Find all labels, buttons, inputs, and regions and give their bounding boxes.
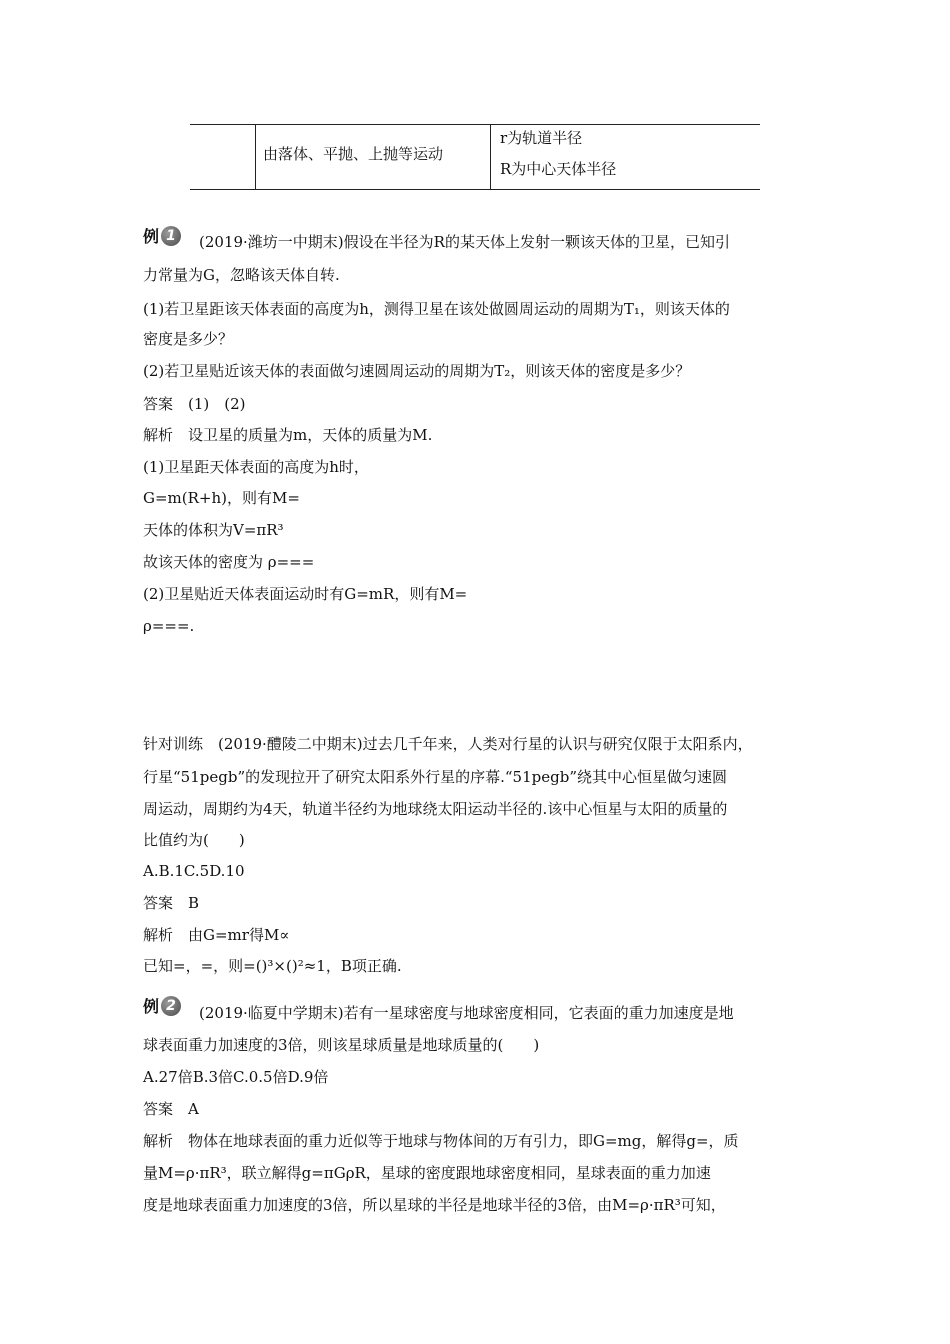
example-1-line-4: 密度是多少？ <box>143 330 234 348</box>
training-line-1: 针对训练 (2019·醴陵二中期末)过去几千年来，人类对行星的认识与研究仅限于太阳系内， <box>143 735 753 753</box>
training-line-3: 周运动，周期约为4天，轨道半径约为地球绕太阳运动半径的.该中心恒星与太阳的质量的 <box>143 800 728 818</box>
example-1-step-5: (2)卫星贴近天体表面运动时有G=mR，则有M= <box>143 585 468 603</box>
example-label: 例 <box>143 997 160 1016</box>
training-answer: 答案 B <box>143 894 200 912</box>
example-1-step-6: ρ===. <box>143 617 195 635</box>
example-1-step-2: G=m(R+h)，则有M= <box>143 489 300 507</box>
training-line-4: 比值约为( ) <box>143 831 245 849</box>
example-2-options: A.27倍B.3倍C.0.5倍D.9倍 <box>143 1068 329 1086</box>
example-1-heading <box>143 224 181 247</box>
training-line-2: 行星“51pegb”的发现拉开了研究太阳系外行星的序幕.“51pegb”绕其中心恒星做匀速圆 <box>143 768 727 786</box>
example-number-badge: 1 <box>161 226 181 246</box>
example-2-line-1: (2019·临夏中学期末)若有一星球密度与地球密度相同，它表面的重力加速度是地 <box>199 1004 734 1022</box>
training-options: A.B.1C.5D.10 <box>143 862 245 880</box>
example-2-analysis-1: 解析 物体在地球表面的重力近似等于地球与物体间的万有引力，即G=mg，解得g=，质 <box>143 1132 739 1150</box>
example-label: 例 <box>143 227 160 246</box>
example-2-line-2: 球表面重力加速度的3倍，则该星球质量是地球质量的( ) <box>143 1036 540 1054</box>
example-1-step-1: (1)卫星距天体表面的高度为h时， <box>143 458 369 476</box>
table-cell-note-2: R为中心天体半径 <box>500 160 617 178</box>
example-number-badge: 2 <box>161 996 181 1016</box>
training-analysis: 解析 由G=mr得M∝ <box>143 926 290 944</box>
example-1-answer: 答案 (1) (2) <box>143 395 246 413</box>
example-1-line-1: (2019·潍坊一中期末)假设在半径为R的某天体上发射一颗该天体的卫星，已知引 <box>199 233 730 251</box>
table-cell-method: 由落体、平抛、上抛等运动 <box>263 145 444 163</box>
example-1-line-5: (2)若卫星贴近该天体的表面做匀速圆周运动的周期为T₂，则该天体的密度是多少？ <box>143 362 691 380</box>
example-1-step-4: 故该天体的密度为 ρ=== <box>143 553 315 571</box>
table-divider-2 <box>490 125 491 189</box>
example-1-step-3: 天体的体积为V=πR³ <box>143 521 284 539</box>
table-fragment <box>190 124 760 190</box>
example-2-heading <box>143 994 181 1017</box>
example-2-analysis-2: 量M=ρ·πR³，联立解得g=πGρR，星球的密度跟地球密度相同，星球表面的重力加速 <box>143 1164 711 1182</box>
table-divider-1 <box>255 125 256 189</box>
table-cell-note-1: r为轨道半径 <box>500 129 583 147</box>
example-1-line-2: 力常量为G，忽略该天体自转. <box>143 266 340 284</box>
training-conclusion: 已知=，=，则=()³×()²≈1，B项正确. <box>143 957 402 975</box>
example-1-line-3: (1)若卫星距该天体表面的高度为h，测得卫星在该处做圆周运动的周期为T₁，则该天体的 <box>143 300 730 318</box>
example-2-analysis-3: 度是地球表面重力加速度的3倍，所以星球的半径是地球半径的3倍，由M=ρ·πR³可知， <box>143 1196 726 1214</box>
example-2-answer: 答案 A <box>143 1100 199 1118</box>
example-1-analysis: 解析 设卫星的质量为m，天体的质量为M. <box>143 426 433 444</box>
